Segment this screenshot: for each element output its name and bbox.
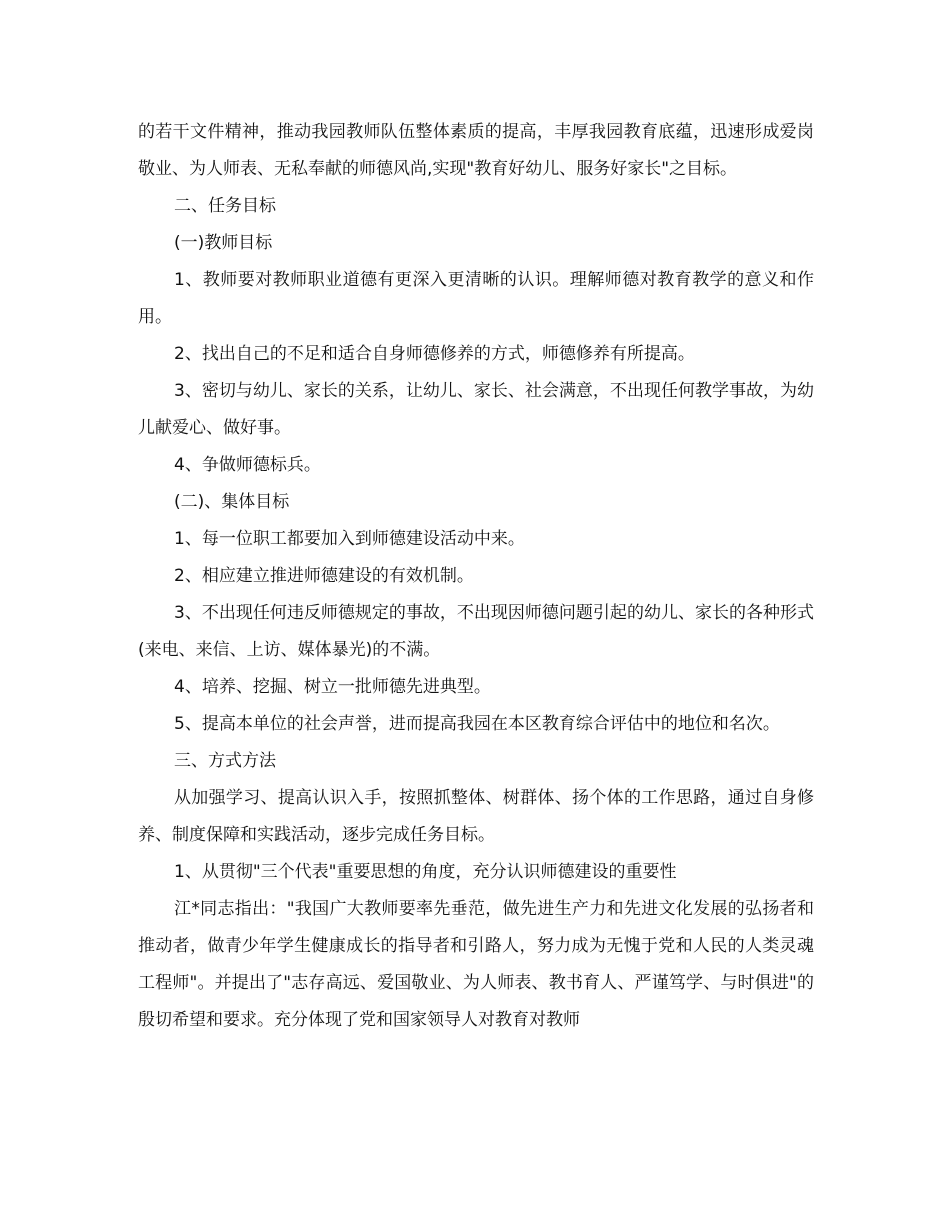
list-item: 3、不出现任何违反师德规定的事故，不出现因师德问题引起的幼儿、家长的各种形式(来电、来信、上访、媒体暴光)的不满。 xyxy=(138,603,814,660)
document-body xyxy=(138,114,814,1039)
list-item: 3、密切与幼儿、家长的关系，让幼儿、家长、社会满意，不出现任何教学事故，为幼儿献爱心、做好事。 xyxy=(138,381,814,438)
list-item: 4、培养、挖掘、树立一批师德先进典型。 xyxy=(174,677,491,697)
paragraph-quote: 江*同志指出："我国广大教师要率先垂范，做先进生产力和先进文化发展的弘扬者和推动者，做青少年学生健康成长的指导者和引路人，努力成为无愧于党和人民的人类灵魂工程师"。并提出了"志存高远、爱国敬业、为人师表、教书育人、严谨笃学、与时俱进"的殷切希望和要求。充分体现了党和国家领导人对教育对教师 xyxy=(138,899,814,1030)
list-item: 5、提高本单位的社会声誉，进而提高我园在本区教育综合评估中的地位和名次。 xyxy=(174,714,780,734)
subheading-teacher-goals: (一)教师目标 xyxy=(174,233,273,253)
subheading-collective-goals: (二)、集体目标 xyxy=(174,492,290,512)
list-item: 4、争做师德标兵。 xyxy=(174,455,321,475)
list-item: 1、每一位职工都要加入到师德建设活动中来。 xyxy=(174,529,525,549)
paragraph-methods-intro: 从加强学习、提高认识入手，按照抓整体、树群体、扬个体的工作思路，通过自身修养、制度保障和实践活动，逐步完成任务目标。 xyxy=(138,788,814,845)
heading-task-goals: 二、任务目标 xyxy=(174,196,276,216)
list-item: 2、相应建立推进师德建设的有效机制。 xyxy=(174,566,474,586)
heading-methods: 三、方式方法 xyxy=(174,751,276,771)
paragraph-continuation: 的若干文件精神，推动我园教师队伍整体素质的提高，丰厚我园教育底蕴，迅速形成爱岗敬业、为人师表、无私奉献的师德风尚,实现"教育好幼儿、服务好家长"之目标。 xyxy=(138,122,814,179)
list-item: 2、找出自己的不足和适合自身师德修养的方式，师德修养有所提高。 xyxy=(174,344,695,364)
list-item: 1、教师要对教师职业道德有更深入更清晰的认识。理解师德对教育教学的意义和作用。 xyxy=(138,270,814,327)
list-item: 1、从贯彻"三个代表"重要思想的角度，充分认识师德建设的重要性 xyxy=(174,862,677,882)
